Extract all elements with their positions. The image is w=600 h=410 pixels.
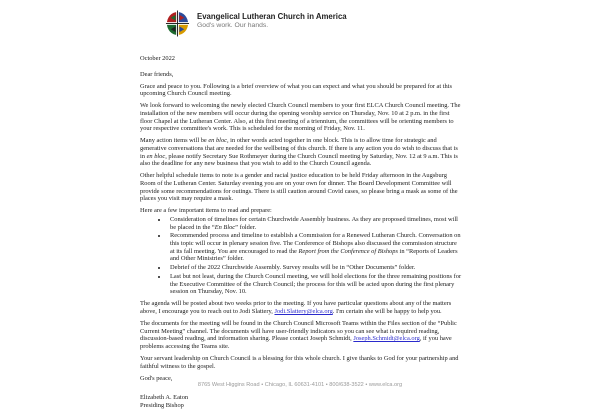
paragraph (140, 355, 463, 370)
text-run: in “Reports of Leaders and Other Ministries” folder. (170, 247, 458, 263)
italic-text: Report from the Conference of Bishops (298, 247, 398, 255)
text-run: Consideration of timelines for certain Churchwide Assembly business. As they are proposed timelines, most will be placed in the “ (170, 215, 458, 231)
opening-paragraphs (140, 83, 463, 203)
italic-text: En Bloc (214, 223, 236, 231)
text-run: Debrief of the 2022 Churchwide Assembly. Survey results will be in “Other Documents” folder. (170, 264, 416, 272)
text-run: Your servant leadership on Church Council is a blessing for this whole church. I give thanks to God for your partnership and faithful witness to the gospel. (140, 355, 459, 370)
elca-cross-emblem-icon (165, 10, 190, 42)
paragraph (140, 83, 463, 98)
salutation: Dear friends, (140, 70, 174, 78)
email-link[interactable]: Jodi.Slattery@elca.org (274, 308, 333, 316)
paragraph (140, 320, 463, 351)
org-name: Evangelical Lutheran Church in America (197, 12, 347, 21)
list-item (168, 273, 463, 296)
text-run: Last but not least, during the Church Council meeting, we will hold elections for the three remaining positions for the Executive Committee of the Church Council; the process for this will be acted upon during the first plenary session on Thursday, Nov. 10. (170, 272, 462, 296)
text-run: , in other words acted together in one block. This is to allow time for strategic and generative conversations that are needed for the wellbeing of this church. If there is any action you do wish to discuss that is in (140, 137, 458, 160)
text-run: The agenda will be posted about two weeks prior to the meeting. If you have particular questions about any of the matters above, I encourage you to reach out to Jodi Slattery, (140, 300, 452, 316)
text-run: ” folder. (235, 223, 257, 231)
list-item (168, 232, 463, 263)
text-run: Other helpful schedule items to note is a gender and racial justice education to be held Friday afternoon in the Augsburg Room of the Lutheran Center. Saturday evening you are on your own for dinner. The Board Development Committee will provide some recommendations for outings. There is still caution around Covid cases, so please bring a mask as some of the places you visit may require a mask. (140, 172, 458, 203)
prepare-items-list (168, 216, 463, 296)
list-item (168, 216, 463, 231)
letter-body (140, 55, 463, 410)
italic-text: en bloc (146, 152, 166, 160)
text-run: Recommended process and timeline to establish a Commission for a Renewed Lutheran Church. Conversation on this topic will occur in plenary session five. The Conference of Bishops also discussed the commission structure at its fall meeting. You are encouraged to read the (170, 232, 461, 255)
text-run: . I'm certain she will be happy to help you. (332, 308, 442, 316)
footer-address: 8765 West Higgins Road • Chicago, IL 60631-4101 • 800/638-3522 • www.elca.org (197, 382, 403, 388)
org-tagline: God's work. Our hands. (197, 22, 269, 29)
email-link[interactable]: Joseph.Schmidt@elca.org (353, 335, 420, 343)
signature-title: Presiding Bishop (140, 402, 184, 410)
list-intro: Here are a few important items to read and prepare: (140, 207, 272, 215)
letter-content (140, 9, 463, 410)
text-run: Many action items will be (140, 137, 209, 145)
closing-salutation: God's peace, (140, 374, 173, 382)
closing-paragraphs (140, 300, 463, 370)
letterhead (165, 9, 463, 42)
paragraph (140, 102, 463, 133)
paragraph (140, 172, 463, 203)
paragraph (140, 137, 463, 168)
text-run: , if you have problems accessing the Teams site. (140, 335, 452, 351)
signature-name: Elizabeth A. Eaton (140, 394, 189, 402)
text-run: , please notify Secretary Sue Rothmeyer during the Church Council meeting by Saturday, Nov. 12 at 9 a.m. This is also the deadline for any new business that you wish to add to the Church Council agenda. (140, 152, 458, 168)
text-run: Grace and peace to you. Following is a brief overview of what you can expect and what you should be prepared for at this upcoming Church Council meeting. (140, 82, 452, 98)
paragraph (140, 300, 463, 315)
date-line: October 2022 (140, 55, 175, 62)
text-run: The documents for the meeting will be found in the Church Council Microsoft Teams within the Files section of the “Public Current Meeting” channel. The documents will have user-friendly indicators so you can see what is required reading, discussion-based reading, and information sharing. Please contact Joseph Schmidt, (140, 320, 457, 343)
list-item (168, 264, 463, 272)
italic-text: en bloc (208, 137, 227, 145)
letterhead-text (197, 9, 347, 30)
text-run: We look forward to welcoming the newly elected Church Council members to your first ELCA Church Council meeting. The installation of the new members will occur during the opening worship service on Thursday, Nov. 10 at 2 p.m. in the first floor Chapel at the Lutheran Center. Also, at this first meeting of a triennium, the committees will be orienting members to your respective committee's work. This is scheduled for the morning of Friday, Nov. 11. (140, 102, 461, 133)
